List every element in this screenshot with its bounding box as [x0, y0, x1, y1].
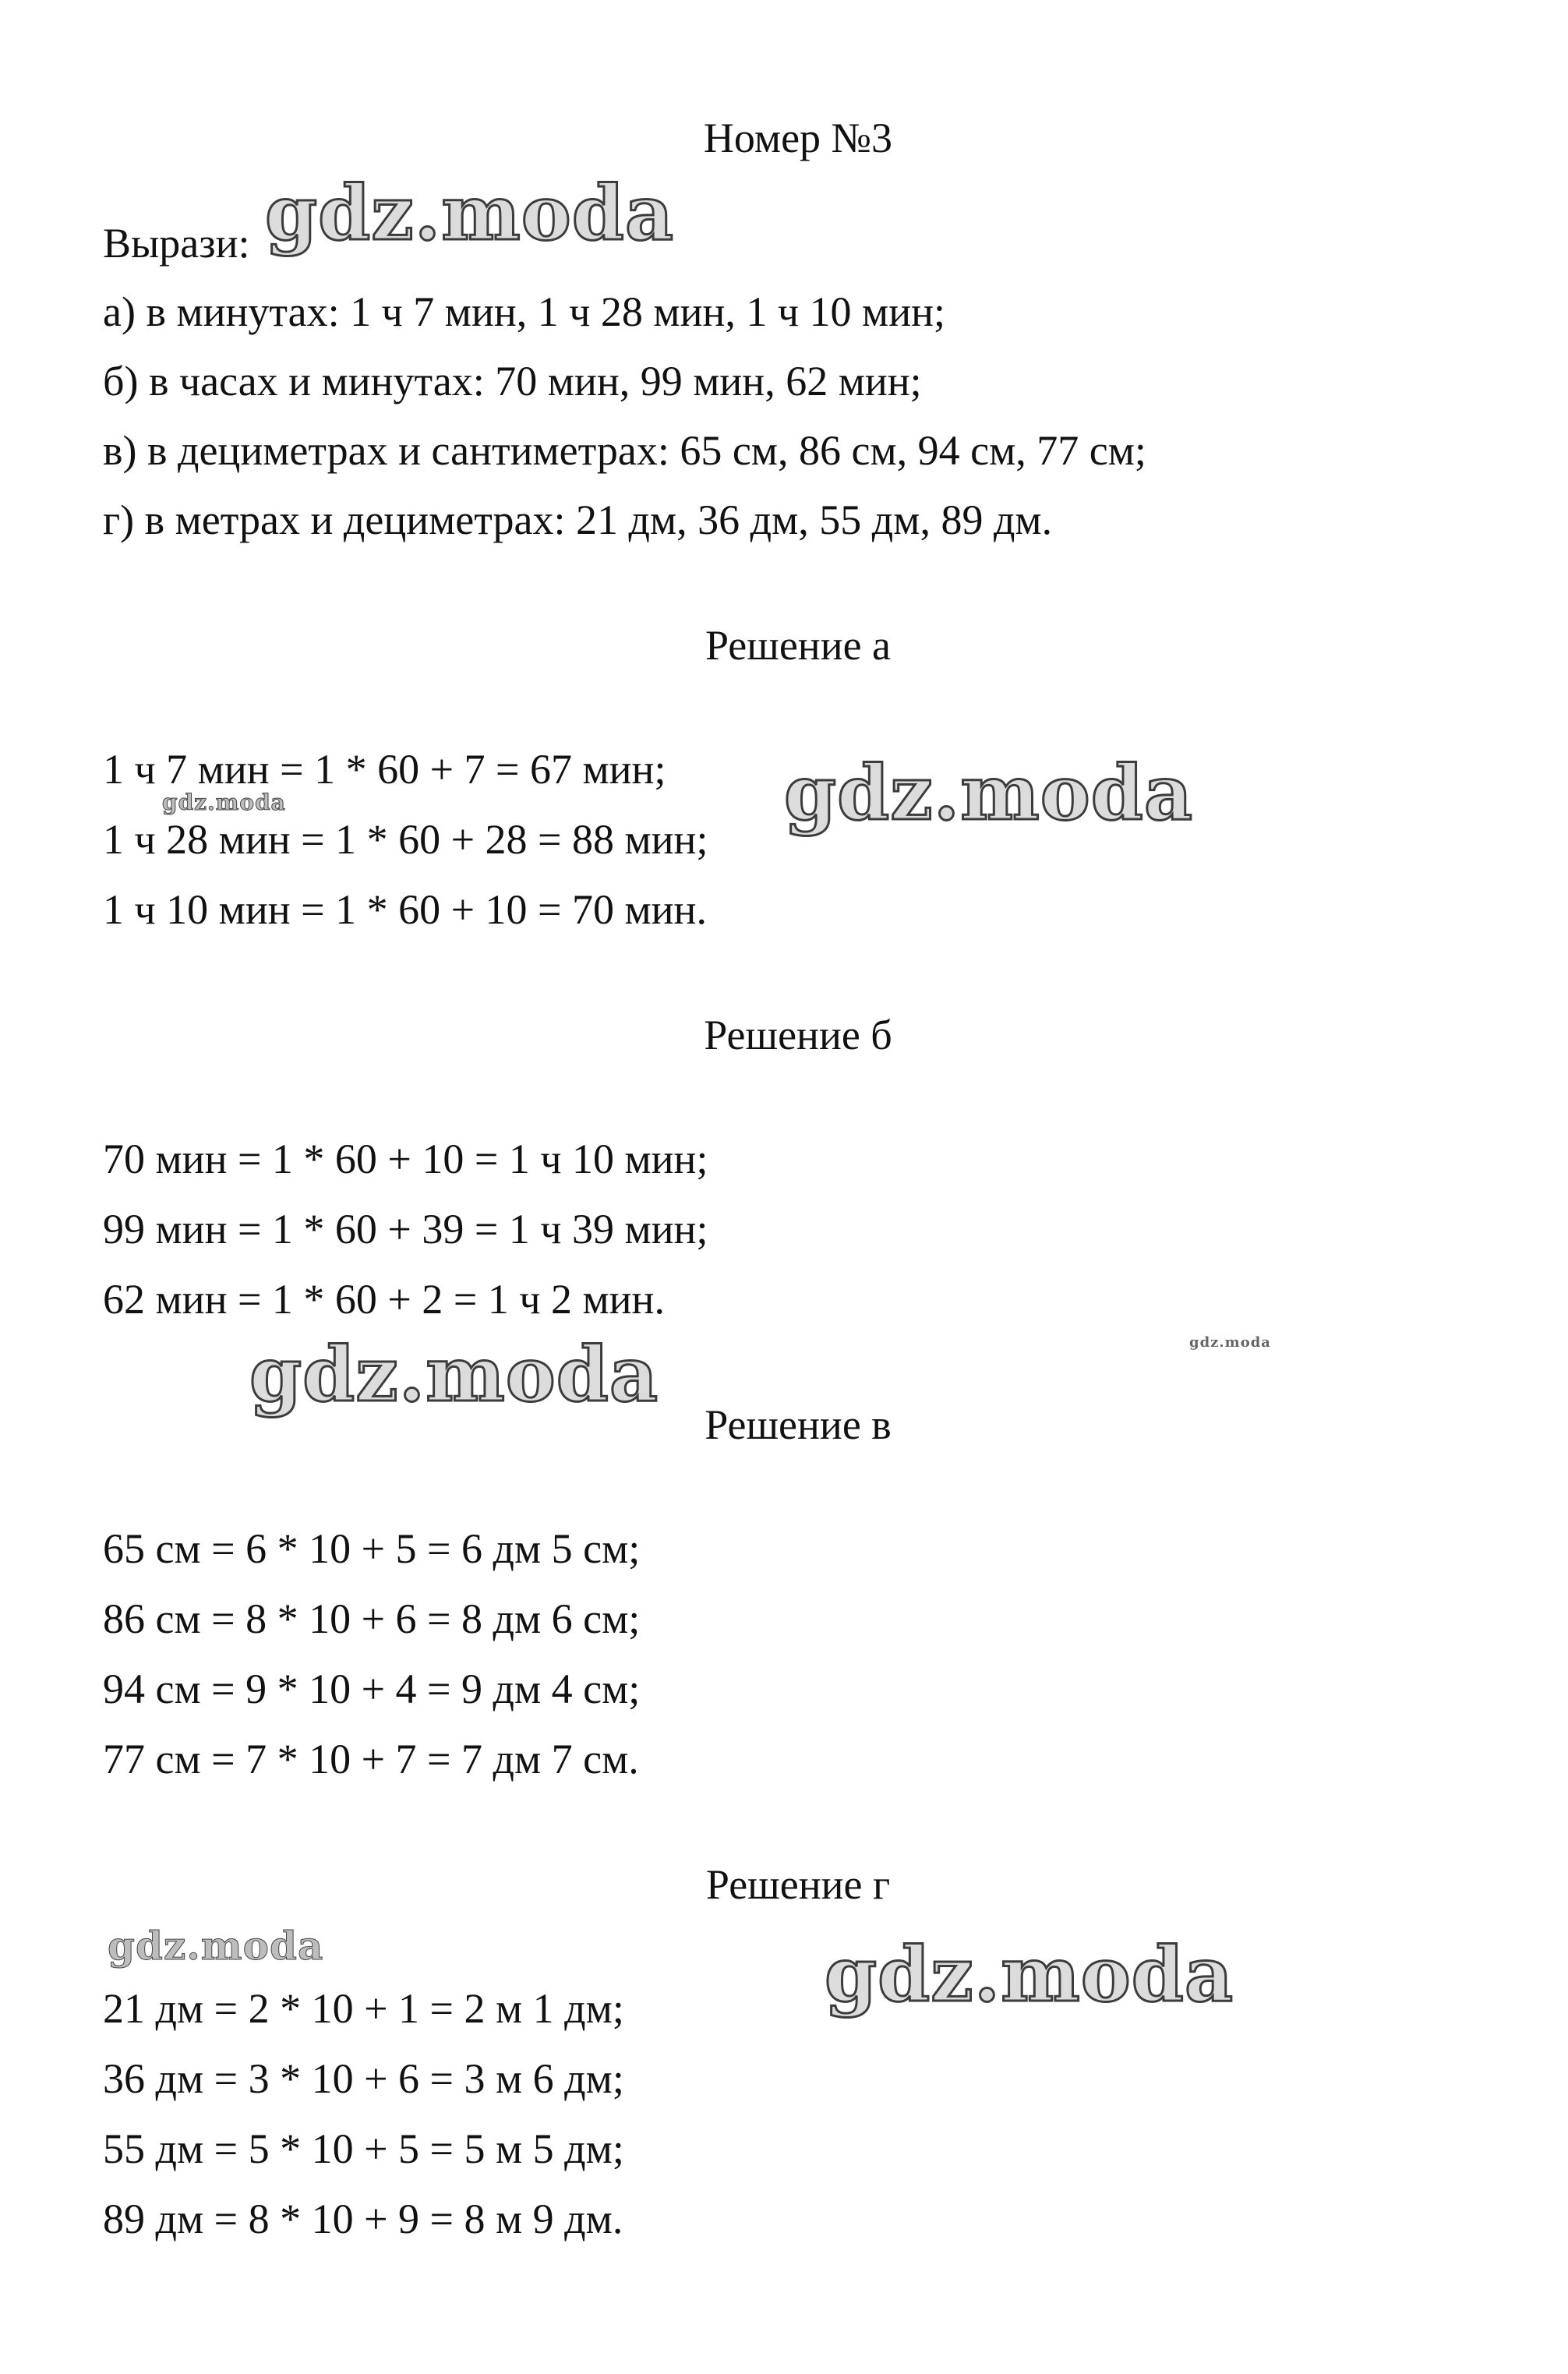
task-intro: Вырази:	[103, 220, 250, 267]
task-item-v: в) в дециметрах и сантиметрах: 65 см, 86 см, 94 см, 77 см;	[103, 427, 1146, 474]
solution-g-line: 55 дм = 5 * 10 + 5 = 5 м 5 дм;	[103, 2125, 624, 2172]
task-item-b: б) в часах и минутах: 70 мин, 99 мин, 62 мин;	[103, 358, 922, 404]
task-item-a: а) в минутах: 1 ч 7 мин, 1 ч 28 мин, 1 ч 10 мин;	[103, 288, 946, 335]
watermark-logo: gdz.moda	[784, 749, 1194, 837]
solution-a-line: 1 ч 10 мин = 1 * 60 + 10 = 70 мин.	[103, 886, 707, 933]
watermark-logo: gdz.moda	[265, 169, 675, 257]
solution-g-line: 21 дм = 2 * 10 + 1 = 2 м 1 дм;	[103, 1985, 624, 2032]
watermark-logo: gdz.moda	[108, 1923, 324, 1969]
solution-a-line: 1 ч 28 мин = 1 * 60 + 28 = 88 мин;	[103, 816, 708, 863]
solution-a-line: 1 ч 7 мин = 1 * 60 + 7 = 67 мин;	[103, 746, 666, 793]
solution-b-line: 99 мин = 1 * 60 + 39 = 1 ч 39 мин;	[103, 1206, 708, 1252]
page-title: Номер №3	[703, 115, 893, 161]
solution-b-line: 62 мин = 1 * 60 + 2 = 1 ч 2 мин.	[103, 1276, 665, 1323]
watermark-logo: gdz.moda	[249, 1330, 659, 1418]
watermark-logo: gdz.moda	[1189, 1334, 1271, 1351]
solution-v-line: 94 см = 9 * 10 + 4 = 9 дм 4 см;	[103, 1666, 641, 1712]
solution-g-line: 36 дм = 3 * 10 + 6 = 3 м 6 дм;	[103, 2055, 624, 2102]
watermark-logo: gdz.moda	[825, 1931, 1234, 2019]
solution-g-line: 89 дм = 8 * 10 + 9 = 8 м 9 дм.	[103, 2196, 623, 2242]
solution-g-heading: Решение г	[705, 1861, 891, 1908]
task-item-g: г) в метрах и дециметрах: 21 дм, 36 дм, 55 дм, 89 дм.	[103, 496, 1053, 543]
solution-v-line: 86 см = 8 * 10 + 6 = 8 дм 6 см;	[103, 1595, 641, 1642]
solution-v-heading: Решение в	[705, 1401, 892, 1448]
watermark-logo: gdz.moda	[162, 790, 286, 815]
solution-b-line: 70 мин = 1 * 60 + 10 = 1 ч 10 мин;	[103, 1136, 708, 1182]
solution-b-heading: Решение б	[704, 1012, 892, 1058]
solution-a-heading: Решение а	[705, 622, 892, 669]
solution-v-line: 77 см = 7 * 10 + 7 = 7 дм 7 см.	[103, 1736, 639, 1782]
solution-v-line: 65 см = 6 * 10 + 5 = 6 дм 5 см;	[103, 1525, 641, 1572]
